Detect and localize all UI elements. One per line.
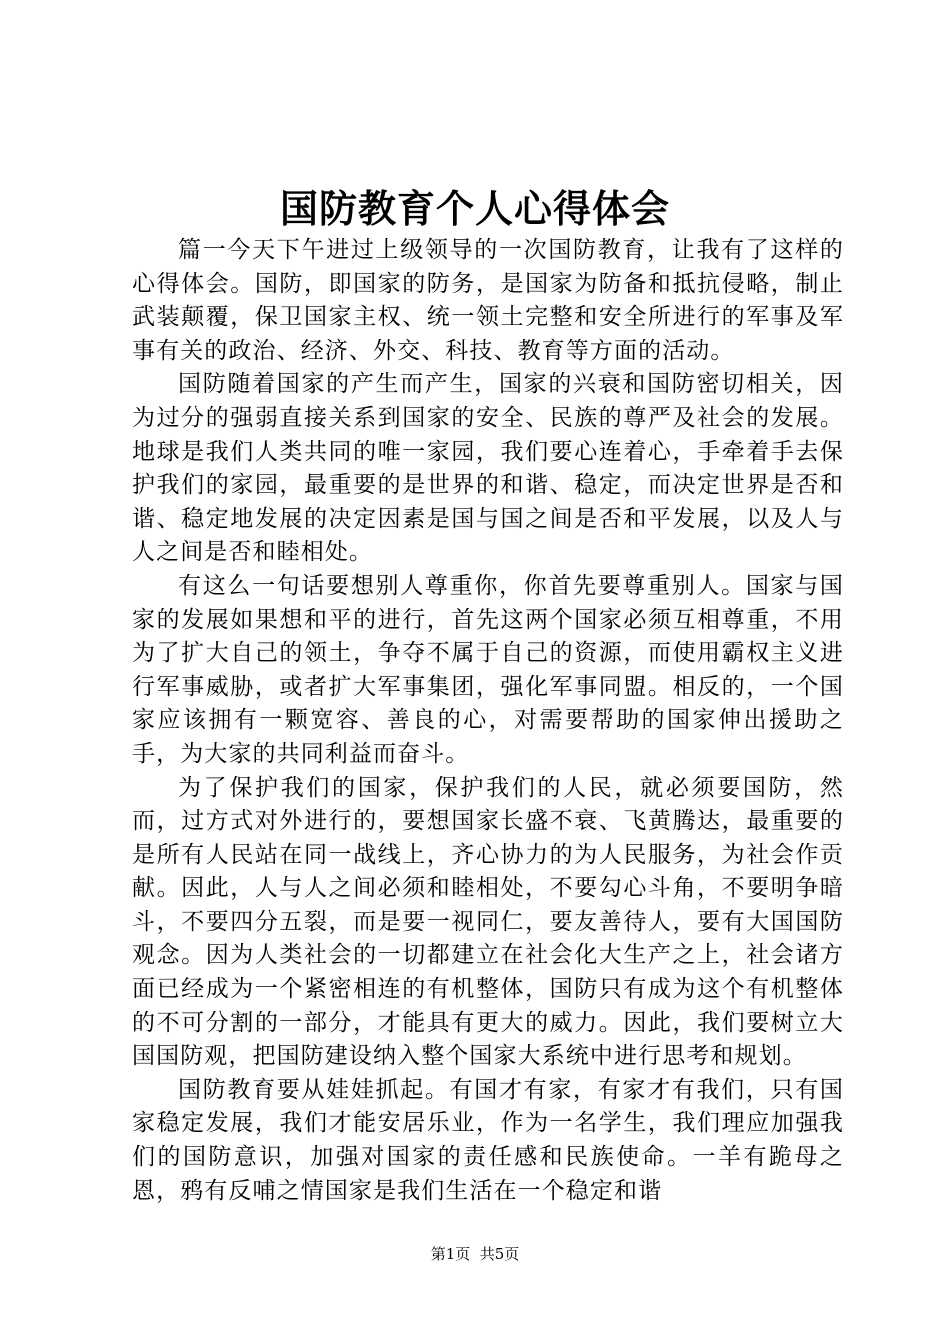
paragraph-2: 国防随着国家的产生而产生，国家的兴衰和国防密切相关，因为过分的强弱直接关系到国家的安全、民族的尊严及社会的发展。地球是我们人类共同的唯一家园，我们要心连着心，手牵着手去保护我们的家园，最重要的是世界的和谐、稳定，而决定世界是否和谐、稳定地发展的决定因素是国与国之间是否和平发展，以及人与人之间是否和睦相处。: [132, 371, 844, 566]
paragraph-1: 篇一今天下午进过上级领导的一次国防教育，让我有了这样的心得体会。国防，即国家的防务，是国家为防备和抵抗侵略，制止武装颠覆，保卫国家主权、统一领土完整和安全所进行的军事及军事有关的政治、经济、外交、科技、教育等方面的活动。: [132, 237, 844, 364]
document-title: 国防教育个人心得体会: [279, 187, 670, 231]
paragraph-4: 为了保护我们的国家，保护我们的人民，就必须要国防，然而，过方式对外进行的，要想国家长盛不衰、飞黄腾达，最重要的是所有人民站在同一战线上，齐心协力的为人民服务，为社会作贡献。因此，人与人之间必须和睦相处，不要勾心斗角，不要明争暗斗，不要四分五裂，而是要一视同仁，要友善待人，要有大国国防观念。因为人类社会的一切都建立在社会化大生产之上，社会诸方面已经成为一个紧密相连的有机整体，国防只有成为这个有机整体的不可分割的一部分，才能具有更大的威力。因此，我们要树立大国国防观，把国防建设纳入整个国家大系统中进行思考和规划。: [132, 774, 844, 1070]
document-body: [132, 234, 844, 1208]
page-footer: 第1页 共5页: [430, 1245, 520, 1263]
paragraph-3: 有这么一句话要想别人尊重你，你首先要尊重别人。国家与国家的发展如果想和平的进行，首先这两个国家必须互相尊重，不用为了扩大自己的领土，争夺不属于自己的资源，而使用霸权主义进行军事威胁，或者扩大军事集团，强化军事同盟。相反的，一个国家应该拥有一颗宽容、善良的心，对需要帮助的国家伸出援助之手，为大家的共同利益而奋斗。: [132, 572, 844, 767]
paragraph-5: 国防教育要从娃娃抓起。有国才有家，有家才有我们，只有国家稳定发展，我们才能安居乐业，作为一名学生，我们理应加强我们的国防意识，加强对国家的责任感和民族使命。一羊有跪母之恩，鸦有反哺之情国家是我们生活在一个稳定和谐: [132, 1076, 844, 1204]
